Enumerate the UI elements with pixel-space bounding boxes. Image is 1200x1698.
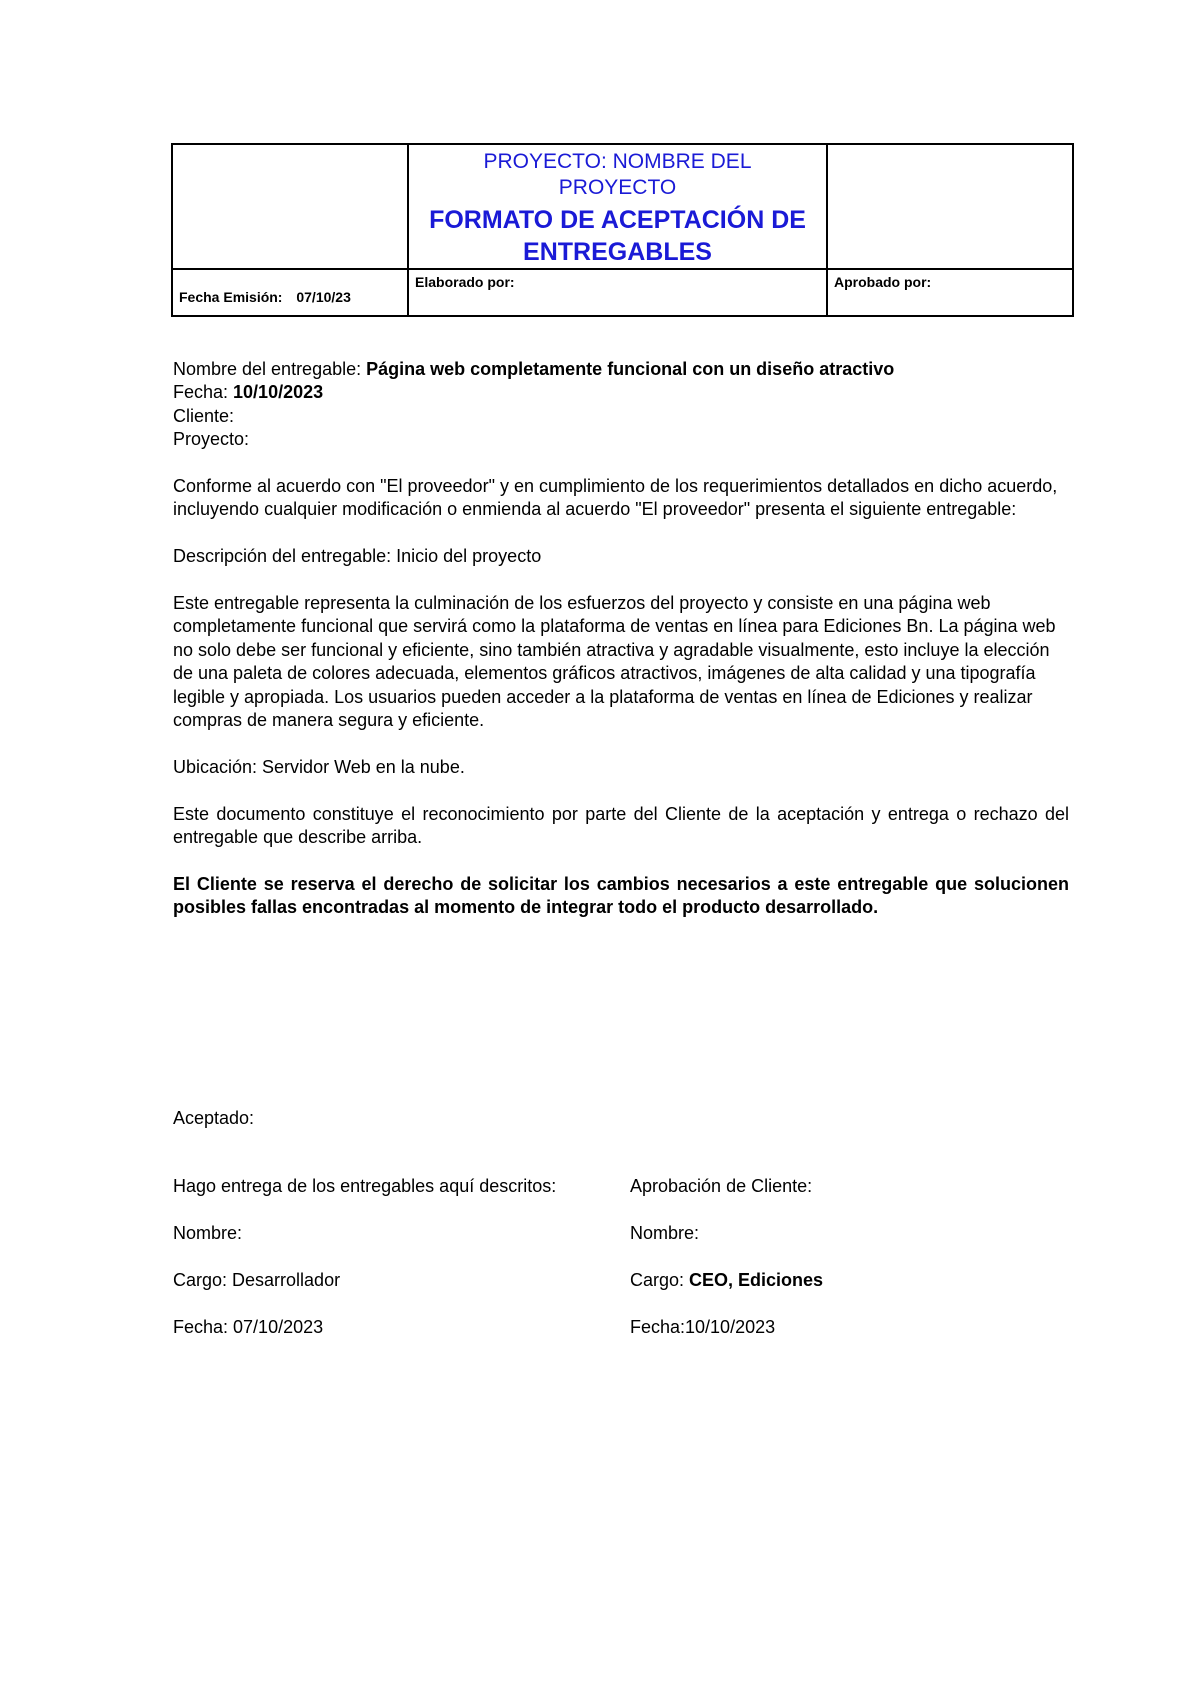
header-table bbox=[171, 143, 1074, 317]
deliverable-line bbox=[173, 358, 1069, 381]
signature-section bbox=[173, 1107, 1069, 1363]
client-heading: Aprobación de Cliente: bbox=[630, 1176, 813, 1196]
elaborado-label: Elaborado por: bbox=[415, 274, 515, 290]
intro-paragraph: Conforme al acuerdo con "El proveedor" y en cumplimiento de los requerimientos detallados en dicho acuerdo, incluyendo cualquier modificación o enmienda al acuerdo "El proveedor" presenta el siguiente entregable: bbox=[173, 476, 1058, 520]
provider-heading: Hago entrega de los entregables aquí descritos: bbox=[173, 1176, 557, 1196]
title-cell bbox=[408, 144, 827, 269]
description-paragraph: Descripción del entregable: Inicio del proyecto bbox=[173, 546, 542, 567]
project-title: PROYECTO: NOMBRE DEL PROYECTO bbox=[483, 150, 752, 199]
reservation-paragraph: El Cliente se reserva el derecho de solicitar los cambios necesarios a este entregable que solucionen posibles fallas encontradas al momento de integrar todo el producto desarrollado. bbox=[173, 873, 1069, 918]
elaborado-cell bbox=[408, 269, 827, 316]
deliverable-value: Página web completamente funcional con un diseño atractivo bbox=[366, 359, 895, 379]
provider-role bbox=[173, 1269, 340, 1292]
acknowledgement-paragraph: Este documento constituye el reconocimiento por parte del Cliente de la aceptación y entrega o rechazo del entregable que describe arriba. bbox=[173, 803, 1069, 848]
signature-role-row bbox=[173, 1269, 1069, 1316]
location-paragraph: Ubicación: Servidor Web en la nube. bbox=[173, 756, 465, 777]
client-role bbox=[630, 1269, 823, 1292]
header-meta-row bbox=[172, 269, 1073, 316]
explanation-paragraph: Este entregable representa la culminación de los esfuerzos del proyecto y consiste en una página web completamente funcional que servirá como la plataforma de ventas en línea para Ediciones Bn. La página web no solo debe ser funcional y eficiente, sino también atractiva y agradable visualmente, esto incluye la elección de una paleta de colores adecuada, elementos gráficos atractivos, imágenes de alta calidad y una tipografía legible y apropiada. Los usuarios pueden acceder a la plataforma de ventas en línea de Ediciones y realizar compras de manera segura y eficiente. bbox=[173, 593, 1056, 731]
project-line: Proyecto: bbox=[173, 429, 250, 450]
aprobado-label: Aprobado por: bbox=[834, 274, 932, 290]
header-title-row bbox=[172, 144, 1073, 269]
logo-cell-right bbox=[827, 144, 1073, 269]
accepted-label: Aceptado: bbox=[173, 1108, 255, 1128]
emision-cell bbox=[172, 269, 408, 316]
signature-name-row bbox=[173, 1222, 1069, 1269]
client-line: Cliente: bbox=[173, 405, 235, 426]
emision-date: 07/10/23 bbox=[296, 288, 351, 305]
logo-cell-left bbox=[172, 144, 408, 269]
provider-role-label: Cargo: bbox=[173, 1270, 233, 1290]
signature-heading-row bbox=[173, 1175, 1069, 1222]
date-value: 10/10/2023 bbox=[233, 382, 324, 403]
client-role-label: Cargo: bbox=[630, 1270, 690, 1290]
provider-role-value: Desarrollador bbox=[232, 1270, 341, 1290]
form-title: FORMATO DE ACEPTACIÓN DE ENTREGABLES bbox=[429, 206, 806, 266]
provider-date: Fecha: 07/10/2023 bbox=[173, 1317, 324, 1337]
client-date: Fecha:10/10/2023 bbox=[630, 1317, 776, 1337]
date-label: Fecha: bbox=[173, 382, 234, 403]
client-role-value: CEO, Ediciones bbox=[689, 1270, 824, 1290]
deliverable-label: Nombre del entregable: bbox=[173, 359, 367, 379]
signature-date-row bbox=[173, 1316, 1069, 1363]
document-body bbox=[173, 358, 1069, 920]
date-line bbox=[173, 381, 1069, 404]
client-name-label: Nombre: bbox=[630, 1223, 700, 1243]
emision-label: Fecha Emisión: bbox=[179, 288, 283, 305]
accepted-row bbox=[173, 1107, 1069, 1175]
provider-name-label: Nombre: bbox=[173, 1223, 243, 1243]
aprobado-cell bbox=[827, 269, 1073, 316]
